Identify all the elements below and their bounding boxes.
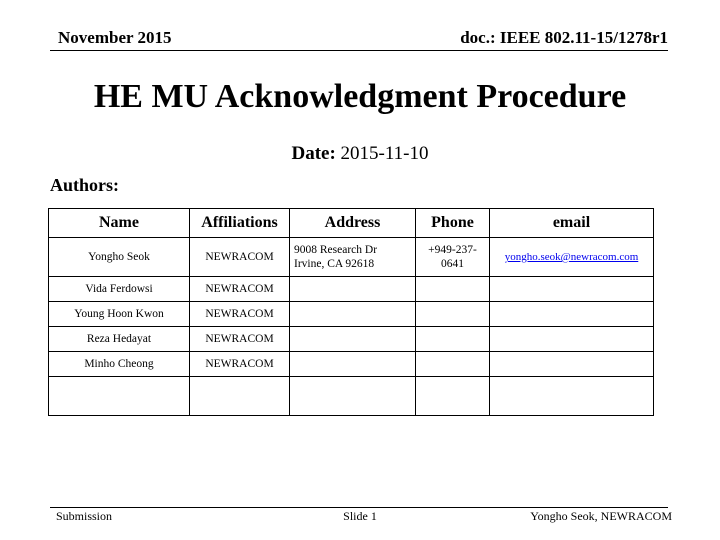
- table-header-row: [49, 209, 654, 238]
- address-line1: 9008 Research Dr: [294, 244, 378, 256]
- author-name: Vida Ferdowsi: [49, 277, 190, 302]
- author-affiliation: [190, 377, 290, 416]
- header-affiliations: Affiliations: [190, 209, 290, 238]
- footer-submission: Submission: [56, 509, 113, 523]
- date-line: [0, 143, 720, 165]
- footer-author: Yongho Seok, NEWRACOM: [530, 509, 672, 523]
- date-label: Date:: [291, 143, 336, 164]
- author-affiliation: NEWRACOM: [190, 277, 290, 302]
- author-address: [290, 352, 416, 377]
- author-email: [490, 277, 654, 302]
- header-address: Address: [290, 209, 416, 238]
- slide-title: HE MU Acknowledgment Procedure: [93, 78, 627, 115]
- author-phone: [416, 238, 490, 277]
- table-row: [49, 238, 654, 277]
- author-affiliation: NEWRACOM: [190, 238, 290, 277]
- phone-line2: 0641: [441, 258, 464, 270]
- author-name: [49, 377, 190, 416]
- author-name: Reza Hedayat: [49, 327, 190, 352]
- authors-label: Authors:: [50, 175, 120, 195]
- author-affiliation: NEWRACOM: [190, 302, 290, 327]
- author-name: Yongho Seok: [49, 238, 190, 277]
- table-row: [49, 377, 654, 416]
- author-phone: [416, 377, 490, 416]
- authors-table: [48, 208, 654, 416]
- header-doc-id: doc.: IEEE 802.11-15/1278r1: [460, 28, 668, 47]
- table-row: [49, 327, 654, 352]
- author-phone: [416, 277, 490, 302]
- footer-slide-number: Slide 1: [343, 509, 377, 523]
- author-email: [490, 327, 654, 352]
- header-email: email: [490, 209, 654, 238]
- author-address: [290, 302, 416, 327]
- author-address: [290, 238, 416, 277]
- author-email: [490, 377, 654, 416]
- author-address: [290, 377, 416, 416]
- author-email: [490, 302, 654, 327]
- author-phone: [416, 302, 490, 327]
- header-name: Name: [49, 209, 190, 238]
- author-address: [290, 277, 416, 302]
- table-row: [49, 302, 654, 327]
- table-row: [49, 352, 654, 377]
- header-date: November 2015: [58, 28, 172, 47]
- author-address: [290, 327, 416, 352]
- date-value: 2015-11-10: [340, 143, 429, 164]
- footer-rule: [50, 507, 668, 508]
- author-affiliation: NEWRACOM: [190, 352, 290, 377]
- author-phone: [416, 327, 490, 352]
- address-line2: Irvine, CA 92618: [294, 258, 375, 270]
- phone-line1: +949-237-: [428, 244, 477, 256]
- author-name: Young Hoon Kwon: [49, 302, 190, 327]
- header-phone: Phone: [416, 209, 490, 238]
- author-email-link[interactable]: yongho.seok@newracom.com: [490, 238, 654, 277]
- author-phone: [416, 352, 490, 377]
- header-rule: [50, 50, 668, 51]
- table-row: [49, 277, 654, 302]
- author-name: Minho Cheong: [49, 352, 190, 377]
- author-affiliation: NEWRACOM: [190, 327, 290, 352]
- author-email: [490, 352, 654, 377]
